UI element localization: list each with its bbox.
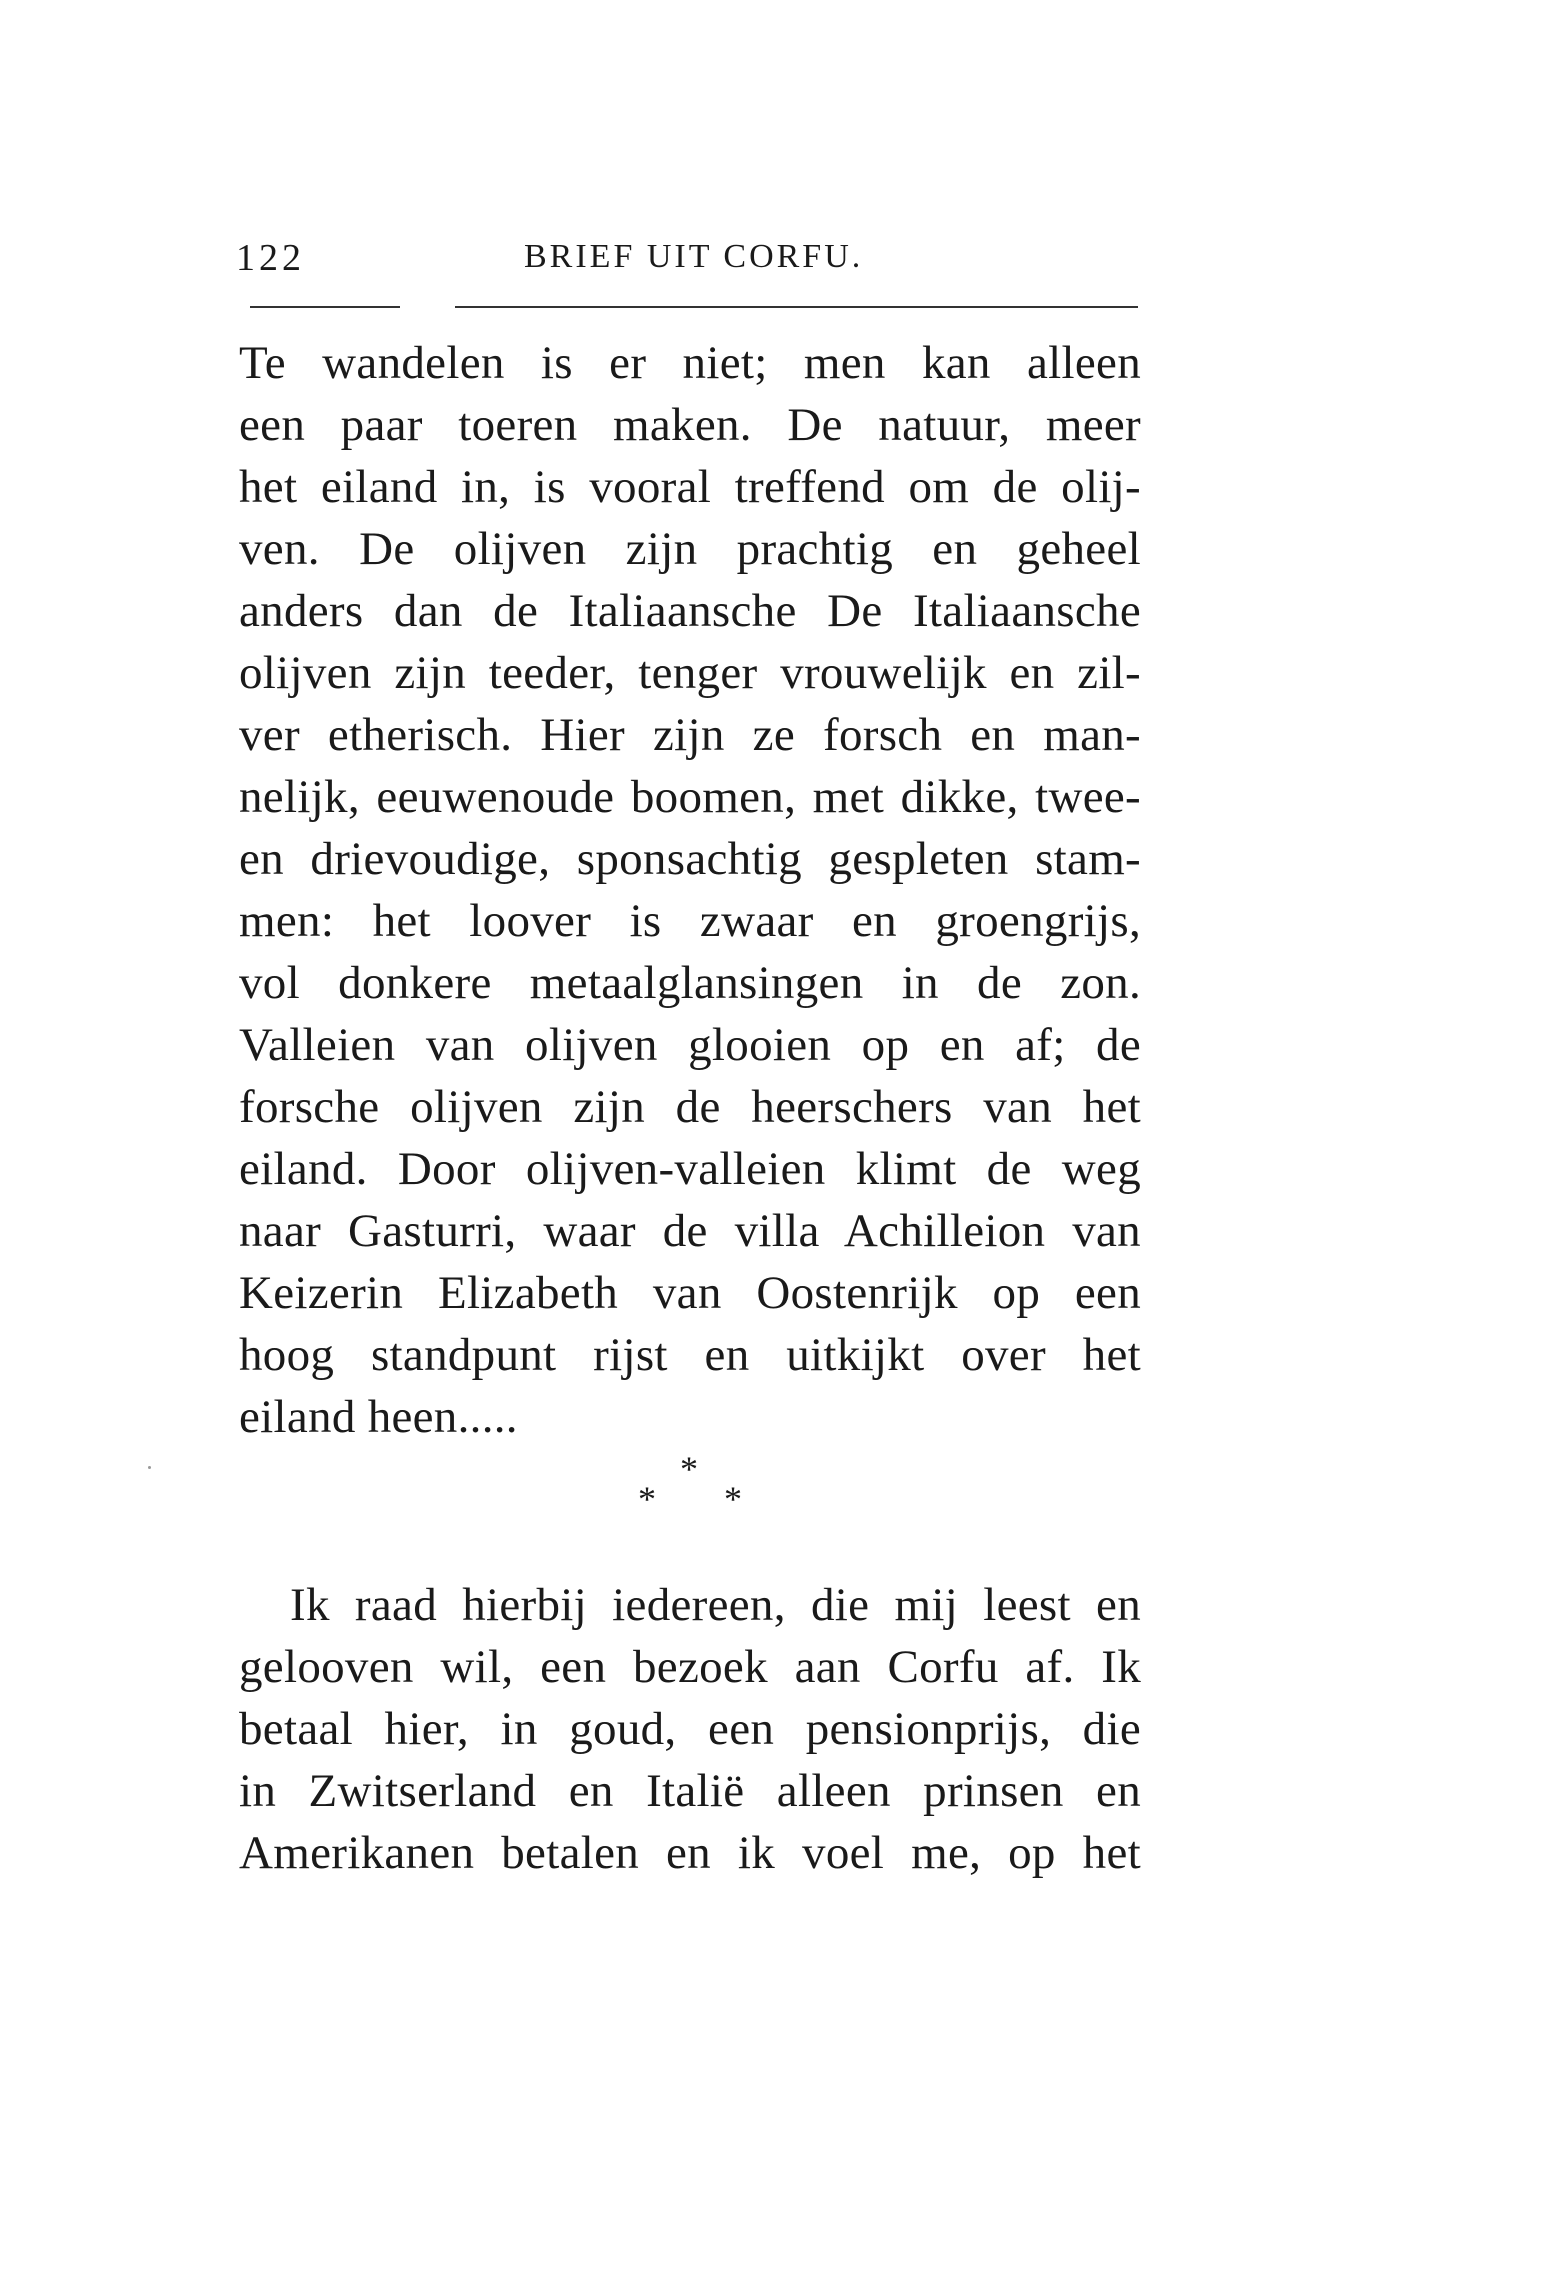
asterism-star: * (638, 1479, 656, 1519)
page-number: 122 (236, 237, 305, 279)
asterism-star: * (680, 1449, 698, 1489)
text-line: Te wandelen is er niet; men kan alleen (239, 337, 1141, 389)
header-rule-right (455, 306, 1138, 308)
text-line: men: het loover is zwaar en groengrijs, (239, 895, 1141, 947)
text-line: naar Gasturri, waar de villa Achilleion van (239, 1205, 1141, 1257)
header-rule-left (250, 306, 400, 308)
text-line: Keizerin Elizabeth van Oostenrijk op een (239, 1267, 1141, 1319)
text-line: nelijk, eeuwenoude boomen, met dikke, twee- (239, 771, 1141, 823)
text-line: eiland heen..... (239, 1391, 518, 1443)
text-line: en drievoudige, sponsachtig gespleten stam- (239, 833, 1141, 885)
text-line: ven. De olijven zijn prachtig en geheel (239, 523, 1141, 575)
margin-speck (148, 1466, 151, 1469)
text-line: betaal hier, in goud, een pensionprijs, die (239, 1703, 1141, 1755)
text-line: hoog standpunt rijst en uitkijkt over het (239, 1329, 1141, 1381)
text-line: gelooven wil, een bezoek aan Corfu af. Ik (239, 1641, 1141, 1693)
text-line: forsche olijven zijn de heerschers van het (239, 1081, 1141, 1133)
text-line: olijven zijn teeder, tenger vrouwelijk en zil- (239, 647, 1141, 699)
text-line: in Zwitserland en Italië alleen prinsen en (239, 1765, 1141, 1817)
text-line: anders dan de Italiaansche De Italiaansche (239, 585, 1141, 637)
asterism-star: * (724, 1479, 742, 1519)
asterism-section-break (620, 1448, 770, 1538)
text-line: ver etherisch. Hier zijn ze forsch en man- (239, 709, 1141, 761)
running-title: BRIEF UIT CORFU. (524, 238, 864, 275)
text-line: Amerikanen betalen en ik voel me, op het (239, 1827, 1141, 1879)
text-line: het eiland in, is vooral treffend om de olij- (239, 461, 1141, 513)
text-line: Valleien van olijven glooien op en af; de (239, 1019, 1141, 1071)
text-line: Ik raad hierbij iedereen, die mij leest en (290, 1579, 1141, 1631)
text-line: vol donkere metaalglansingen in de zon. (239, 957, 1141, 1009)
text-line: een paar toeren maken. De natuur, meer (239, 399, 1141, 451)
text-line: eiland. Door olijven-valleien klimt de weg (239, 1143, 1141, 1195)
